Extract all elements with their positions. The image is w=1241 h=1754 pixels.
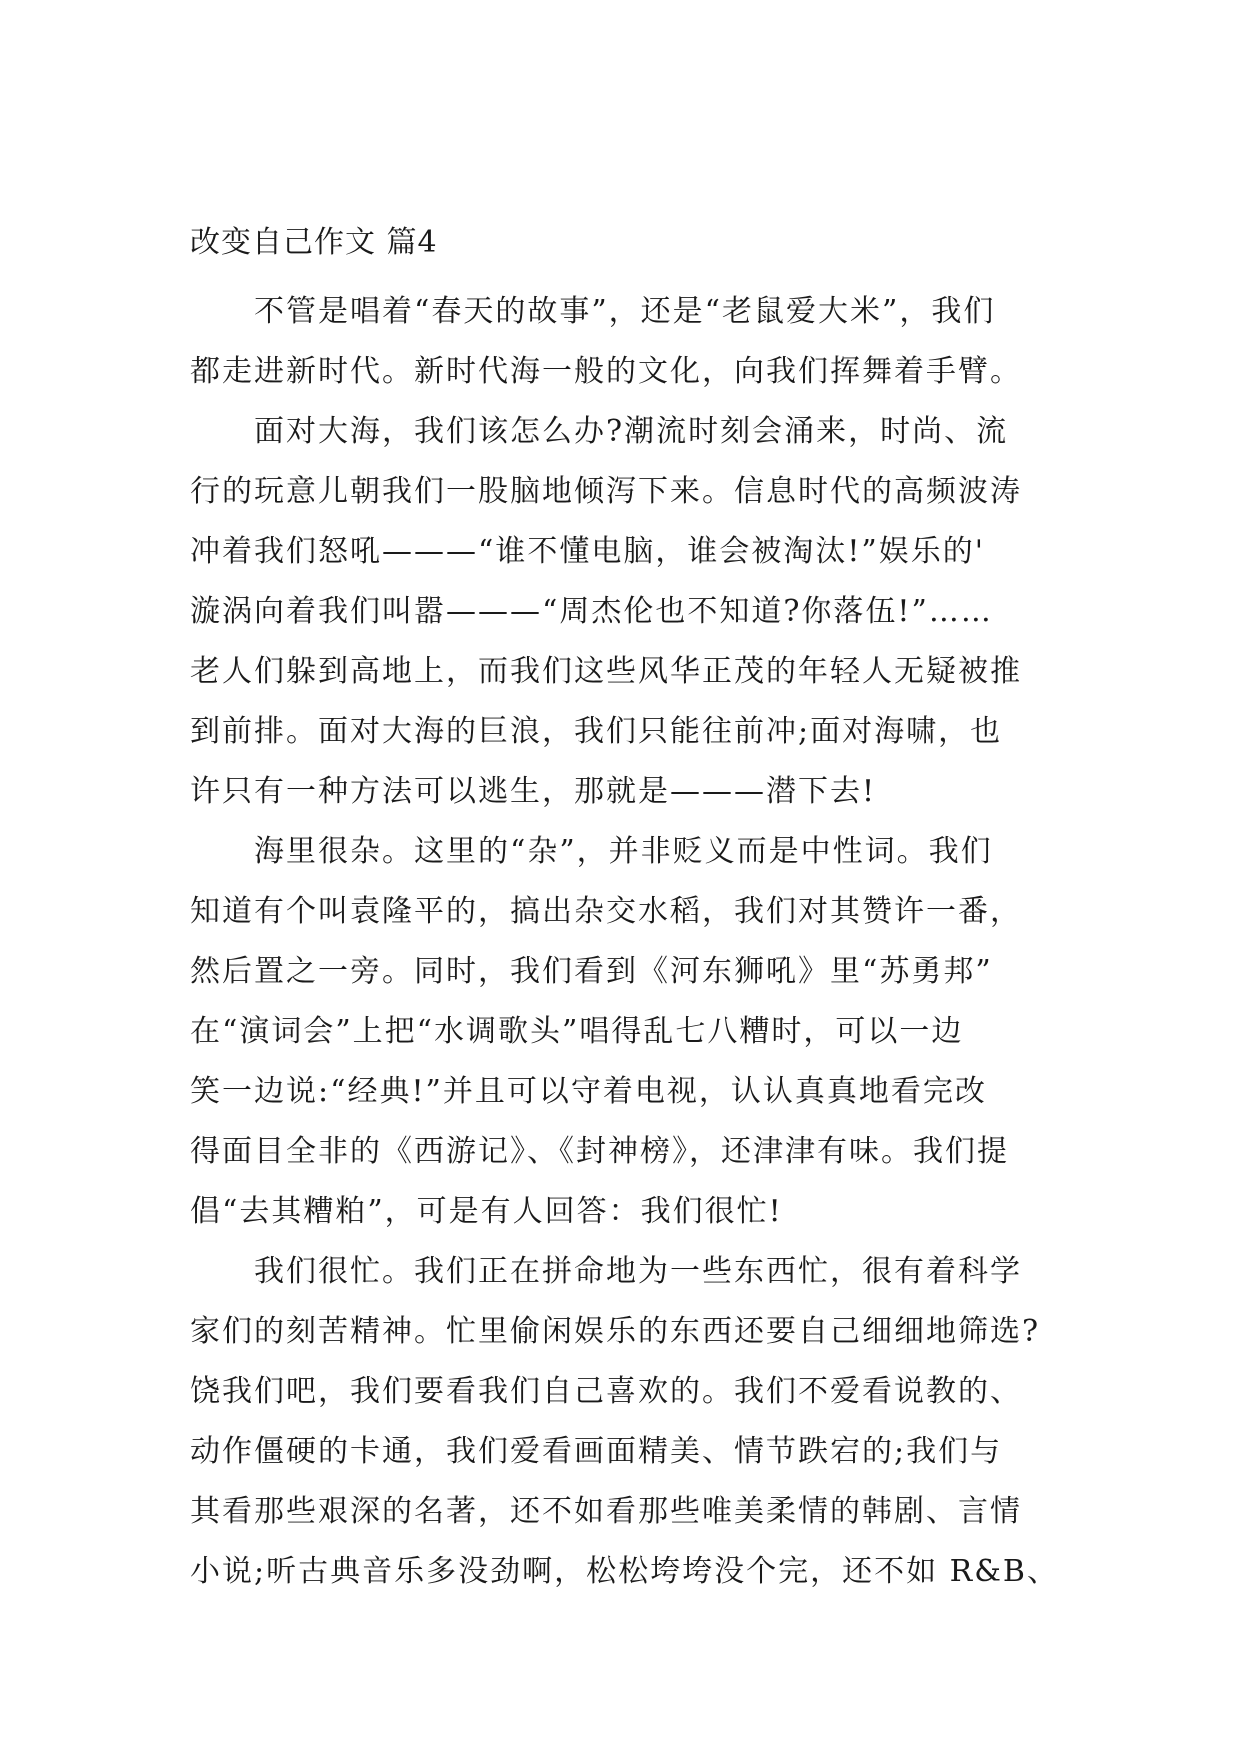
text-line: 老人们躲到高地上，而我们这些风华正茂的年轻人无疑被推 xyxy=(190,654,1022,689)
text-line: 知道有个叫袁隆平的，搞出杂交水稻，我们对其赞许一番， xyxy=(190,894,1022,929)
document-body xyxy=(190,222,1070,1602)
text-line: 到前排。面对大海的巨浪，我们只能往前冲;面对海啸，也 xyxy=(190,714,1003,749)
text-line: 我们很忙。我们正在拼命地为一些东西忙，很有着科学 xyxy=(254,1254,1022,1289)
text-line: 小说;听古典音乐多没劲啊，松松垮垮没个完，还不如 R&B、 xyxy=(190,1554,1059,1589)
text-line: 动作僵硬的卡通，我们爱看画面精美、情节跌宕的;我们与 xyxy=(190,1434,1003,1469)
text-line: 面对大海，我们该怎么办?潮流时刻会涌来，时尚、流 xyxy=(254,414,1009,449)
text-line: 其看那些艰深的名著，还不如看那些唯美柔情的韩剧、言情 xyxy=(190,1494,1022,1529)
text-line: 漩涡向着我们叫嚣———“周杰伦也不知道?你落伍!”…… xyxy=(190,594,993,629)
text-line: 倡“去其糟粕”，可是有人回答：我们很忙! xyxy=(190,1194,783,1229)
text-line: 不管是唱着“春天的故事”，还是“老鼠爱大米”，我们 xyxy=(254,294,996,329)
text-line: 得面目全非的《西游记》、《封神榜》，还津津有味。我们提 xyxy=(190,1134,1009,1169)
paragraph-4 xyxy=(190,1242,1070,1602)
paragraph-3 xyxy=(190,822,1070,1242)
text-line: 许只有一种方法可以逃生，那就是———潜下去! xyxy=(190,774,877,809)
paragraph-1 xyxy=(190,282,1070,402)
text-line: 家们的刻苦精神。忙里偷闲娱乐的东西还要自己细细地筛选? xyxy=(190,1314,1041,1349)
text-line: 行的玩意儿朝我们一股脑地倾泻下来。信息时代的高频波涛 xyxy=(190,474,1022,509)
document-title: 改变自己作文 篇4 xyxy=(190,225,438,260)
text-line: 笑一边说:“经典!”并且可以守着电视，认认真真地看完改 xyxy=(190,1074,987,1109)
text-line: 海里很杂。这里的“杂”，并非贬义而是中性词。我们 xyxy=(254,834,993,869)
text-line: 然后置之一旁。同时，我们看到《河东狮吼》里“苏勇邦” xyxy=(190,954,993,989)
text-line: 在“演词会”上把“水调歌头”唱得乱七八糟时，可以一边 xyxy=(190,1014,964,1049)
text-line: 冲着我们怒吼———“谁不懂电脑，谁会被淘汰!”娱乐的' xyxy=(190,534,985,569)
text-line: 饶我们吧，我们要看我们自己喜欢的。我们不爱看说教的、 xyxy=(190,1374,1022,1409)
text-line: 都走进新时代。新时代海一般的文化，向我们挥舞着手臂。 xyxy=(190,354,1022,389)
paragraph-2 xyxy=(190,402,1070,822)
